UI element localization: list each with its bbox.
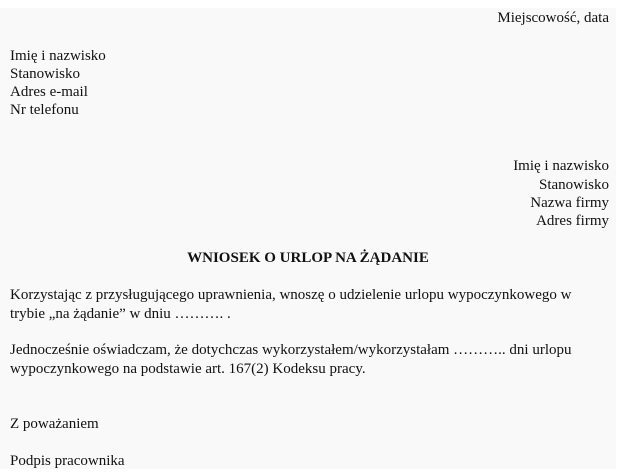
paragraph-1-line-2: trybie „na żądanie” w dniu ………. . bbox=[10, 306, 231, 322]
sender-email: Adres e-mail bbox=[10, 84, 88, 100]
closing: Z poważaniem bbox=[10, 416, 99, 432]
recipient-company: Nazwa firmy bbox=[530, 195, 609, 211]
place-date: Miejscowość, data bbox=[497, 10, 609, 26]
paragraph-1-line-1: Korzystając z przysługującego uprawnienia, wnoszę o udzielenie urlopu wypoczynkowego w bbox=[10, 287, 572, 303]
recipient-position: Stanowisko bbox=[538, 177, 609, 193]
paragraph-2-line-1: Jednocześnie oświadczam, że dotychczas wykorzystałem/wykorzystałam ……….. dni urlopu bbox=[10, 342, 572, 358]
sender-name: Imię i nazwisko bbox=[10, 48, 106, 64]
recipient-address: Adres firmy bbox=[536, 213, 609, 229]
document-title: WNIOSEK O URLOP NA ŻĄDANIE bbox=[187, 250, 429, 266]
sender-phone: Nr telefonu bbox=[10, 102, 79, 118]
sender-position: Stanowisko bbox=[10, 66, 81, 82]
signature: Podpis pracownika bbox=[10, 453, 125, 469]
paragraph-2-line-2: wypoczynkowego na podstawie art. 167(2) Kodeksu pracy. bbox=[10, 361, 366, 377]
document-page bbox=[0, 8, 616, 469]
recipient-name: Imię i nazwisko bbox=[513, 158, 609, 174]
